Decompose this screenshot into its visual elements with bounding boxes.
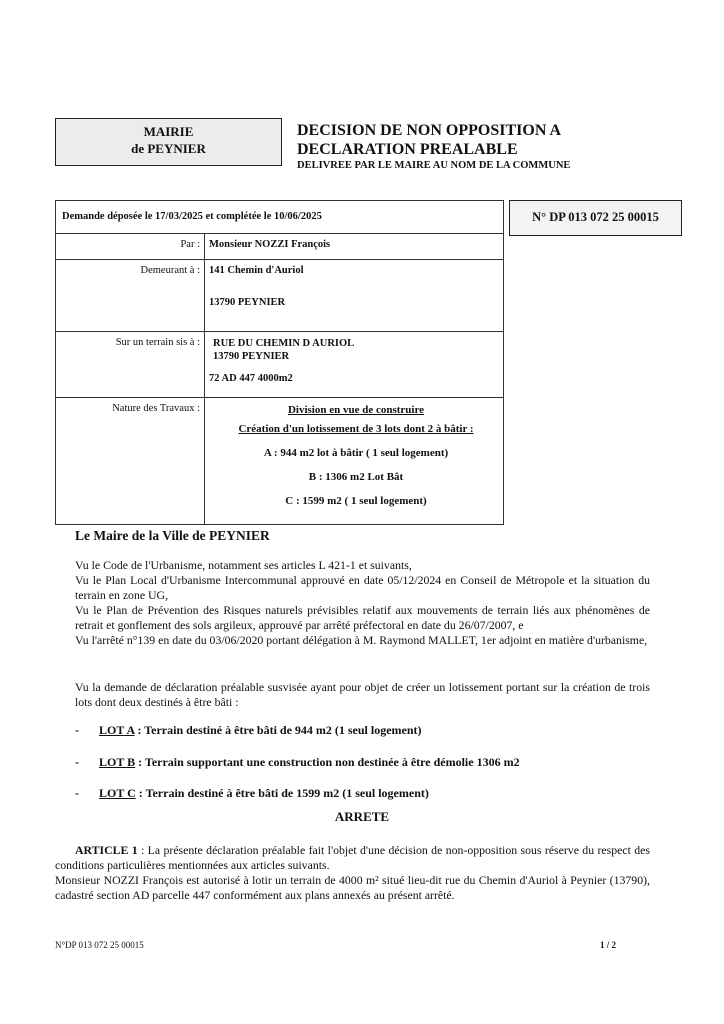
dp-number: N° DP 013 072 25 00015 xyxy=(532,210,659,224)
nature-line4: B : 1306 m2 Lot Bât xyxy=(308,471,404,483)
table-row-demande xyxy=(56,201,504,234)
article-text: : La présente déclaration préalable fait l'objet d'une décision de non-opposition sous réserve du respect des conditions particulières mentionnées aux articles suivants. xyxy=(55,843,650,872)
title-block xyxy=(297,121,570,171)
lot-text: : Terrain supportant une construction non destinée à être démolie 1306 m2 xyxy=(135,755,520,769)
lot-text: : Terrain destiné à être bâti de 1599 m2 (1 seul logement) xyxy=(135,786,429,800)
terrain-label: Sur un terrain sis à : xyxy=(56,332,205,398)
subtitle: DELIVREE PAR LE MAIRE AU NOM DE LA COMMUNE xyxy=(297,160,571,171)
demande-text: Demande déposée le 17/03/2025 et complétée le 10/06/2025 xyxy=(56,201,504,234)
list-item-lot-a xyxy=(75,723,422,738)
article-label: ARTICLE 1 xyxy=(75,843,138,857)
dp-number-box xyxy=(509,200,682,236)
table-row-nature xyxy=(56,398,504,525)
par-label: Par : xyxy=(56,234,205,260)
terrain-line1: RUE DU CHEMIN D AURIOL xyxy=(213,338,355,349)
article-1 xyxy=(55,843,650,903)
lot-name: LOT A xyxy=(99,723,135,737)
info-table xyxy=(55,200,504,525)
nature-line3: A : 944 m2 lot à bâtir ( 1 seul logement) xyxy=(263,447,449,459)
title-line2: DECLARATION PREALABLE xyxy=(297,141,518,158)
page-number: 1 / 2 xyxy=(600,940,617,950)
lot-dash: - xyxy=(75,755,79,769)
lot-dash: - xyxy=(75,786,79,800)
nature-line1: Division en vue de construire xyxy=(287,404,425,416)
title-line1: DECISION DE NON OPPOSITION A xyxy=(297,122,562,139)
demeurant-line2: 13790 PEYNIER xyxy=(209,297,286,308)
par-value: Monsieur NOZZI François xyxy=(205,234,504,260)
lot-name: LOT C xyxy=(99,786,136,800)
demande-paragraph: Vu la demande de déclaration préalable susvisée ayant pour objet de créer un lotissement portant sur la création de trois lots dont deux destinés à être bâti : xyxy=(75,680,650,709)
terrain-line2: 13790 PEYNIER xyxy=(213,351,290,362)
nature-line5: C : 1599 m2 ( 1 seul logement) xyxy=(285,495,427,507)
lot-text: : Terrain destiné à être bâti de 944 m2 (1 seul logement) xyxy=(134,723,422,737)
mairie-line2: de PEYNIER xyxy=(131,141,206,156)
mairie-box xyxy=(55,118,282,166)
nature-line2: Création d'un lotissement de 3 lots dont 2 à bâtir : xyxy=(238,423,474,435)
terrain-line3: 72 AD 447 4000m2 xyxy=(209,373,293,384)
list-item-lot-c xyxy=(75,786,429,801)
footer-reference: N°DP 013 072 25 00015 xyxy=(55,940,144,950)
article-paragraph-2: Monsieur NOZZI François est autorisé à lotir un terrain de 4000 m² situé lieu-dit rue du Chemin d'Auriol à Peynier (13790), cadastré section AD parcelle 447 conformément aux plans annexés au présent arrêté. xyxy=(55,873,650,902)
vu-paragraphs: Vu le Code de l'Urbanisme, notamment ses articles L 421-1 et suivants, Vu le Plan Local d'Urbanisme Intercommunal approuvé en date 05/12/2024 en Conseil de Métropole et la situation du terrain en zone UG, Vu le Plan de Prévention des Risques naturels prévisibles relatif aux mouvements de terrain liés aux phénomènes de retrait et gonflement des sols argileux, approuvé par arrêté préfectoral en date du 26/07/2007, e Vu l'arrêté n°139 en date du 03/06/2020 portant délégation à M. Raymond MALLET, 1er adjoint en matière d'urbanisme, xyxy=(75,558,650,647)
list-item-lot-b xyxy=(75,755,520,770)
demeurant-label: Demeurant à : xyxy=(56,260,205,332)
nature-label: Nature des Travaux : xyxy=(56,398,205,525)
maire-title: Le Maire de la Ville de PEYNIER xyxy=(75,528,270,543)
table-row-terrain xyxy=(56,332,504,398)
demeurant-line1: 141 Chemin d'Auriol xyxy=(209,265,304,276)
lot-dash: - xyxy=(75,723,79,737)
mairie-line1: MAIRIE xyxy=(143,124,194,139)
table-row-par xyxy=(56,234,504,260)
arrete-heading: ARRETE xyxy=(334,809,390,824)
table-row-demeurant xyxy=(56,260,504,332)
lot-name: LOT B xyxy=(99,755,136,769)
